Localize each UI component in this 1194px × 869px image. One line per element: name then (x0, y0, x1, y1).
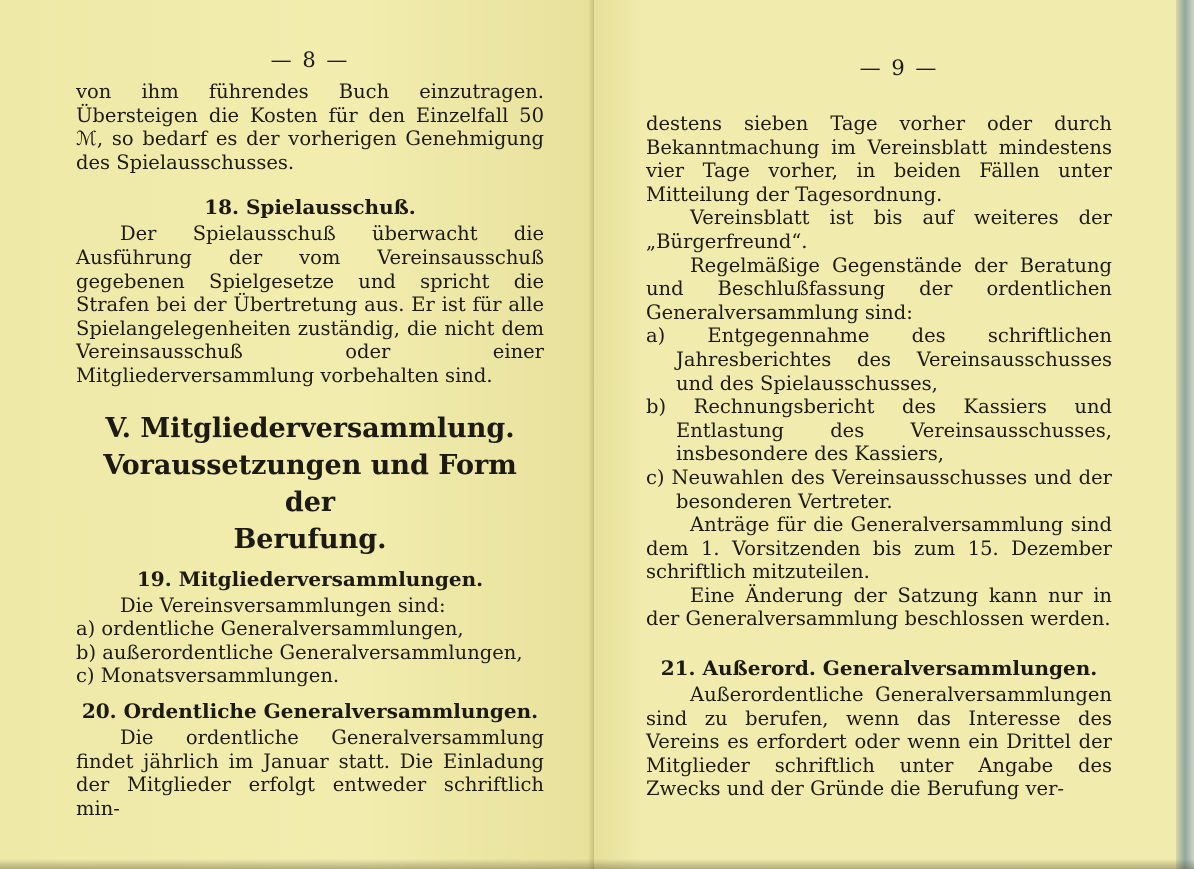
section-21-heading: 21. Außerord. Generalversammlungen. (660, 656, 1098, 681)
chapter-heading (76, 410, 544, 558)
list-item: a) ordentliche Generalversammlungen, (76, 617, 464, 641)
vereinsblatt-text: Vereinsblatt ist bis auf weiteres der „Bürgerfreund“. (646, 206, 1112, 253)
left-page (0, 0, 594, 869)
page-number-left: — 8 — (270, 48, 350, 72)
list-item: b) außerordentliche Generalversammlungen, (76, 640, 523, 664)
list-item: c) Monatsversammlungen. (76, 664, 340, 688)
continuation-text: destens sieben Tage vorher oder durch Bekanntmachung im Vereinsblatt mindestens vier Tage vorher, in beiden Fällen unter Mitteilung der Tagesordnung. (646, 112, 1112, 206)
section-21-text: Außerordentliche Generalversammlungen sind zu berufen, wenn das Interesse des Vereins es erfordert oder wenn ein Drittel der Mitglieder schriftlich unter Angabe des Zwecks und der Gründe die Berufung ver- (646, 683, 1112, 801)
book-edge-right (1176, 0, 1194, 869)
agenda-list (646, 324, 1112, 513)
section-19-heading: 19. Mitgliederversammlungen. (136, 566, 484, 591)
chapter-heading-line-3: Berufung. (233, 523, 387, 555)
chapter-heading-line-1: V. Mitgliederversammlung. (105, 412, 515, 444)
list-item: c) Neuwahlen des Vereinsausschusses und der besonderen Vertreter. (646, 465, 1112, 513)
antraege-text: Anträge für die Generalversammlung sind dem 1. Vorsitzenden bis zum 15. Dezember schriftlich mitzuteilen. (646, 513, 1112, 584)
section-19-list (76, 617, 544, 688)
list-item: b) Rechnungsbericht des Kassiers und Entlastung des Vereinsausschusses, insbesondere des Kassiers, (646, 395, 1112, 466)
regular-items-intro: Regelmäßige Gegenstände der Beratung und Beschlußfassung der ordentlichen Generalversammlung sind: (646, 253, 1112, 324)
section-18-heading: 18. Spielausschuß. (204, 195, 416, 220)
section-20-heading: 20. Ordentliche Generalversammlungen. (81, 698, 539, 723)
section-19-intro: Die Vereinsversammlungen sind: (120, 593, 446, 617)
satzung-text: Eine Änderung der Satzung kann nur in der Generalversammlung beschlossen werden. (646, 583, 1112, 631)
book-edge-bottom (0, 859, 1194, 869)
section-20-text: Die ordentliche Generalversammlung findet jährlich im Januar statt. Die Einladung der Mitglieder erfolgt entweder schriftlich min- (76, 725, 544, 820)
page-number-right: — 9 — (859, 56, 939, 80)
section-18-text: Der Spielausschuß überwacht die Ausführung der vom Vereinsausschuß gegebenen Spielgesetze und spricht die Strafen bei der Übertretung aus. Er ist für alle Spielangelegenheiten zuständig, die nicht dem Vereinsausschuß oder einer Mitgliederversammlung vorbehalten sind. (76, 222, 544, 387)
list-item: a) Entgegennahme des schriftlichen Jahresberichtes des Vereinsausschusses und des Spielausschusses, (646, 324, 1112, 395)
chapter-heading-line-2: Voraussetzungen und Form der (103, 449, 517, 518)
intro-paragraph: von ihm führendes Buch einzutragen. Übersteigen die Kosten für den Einzelfall 50 ℳ, so bedarf es der vorherigen Genehmigung des Spielausschusses. (76, 80, 544, 174)
right-page (594, 0, 1194, 869)
